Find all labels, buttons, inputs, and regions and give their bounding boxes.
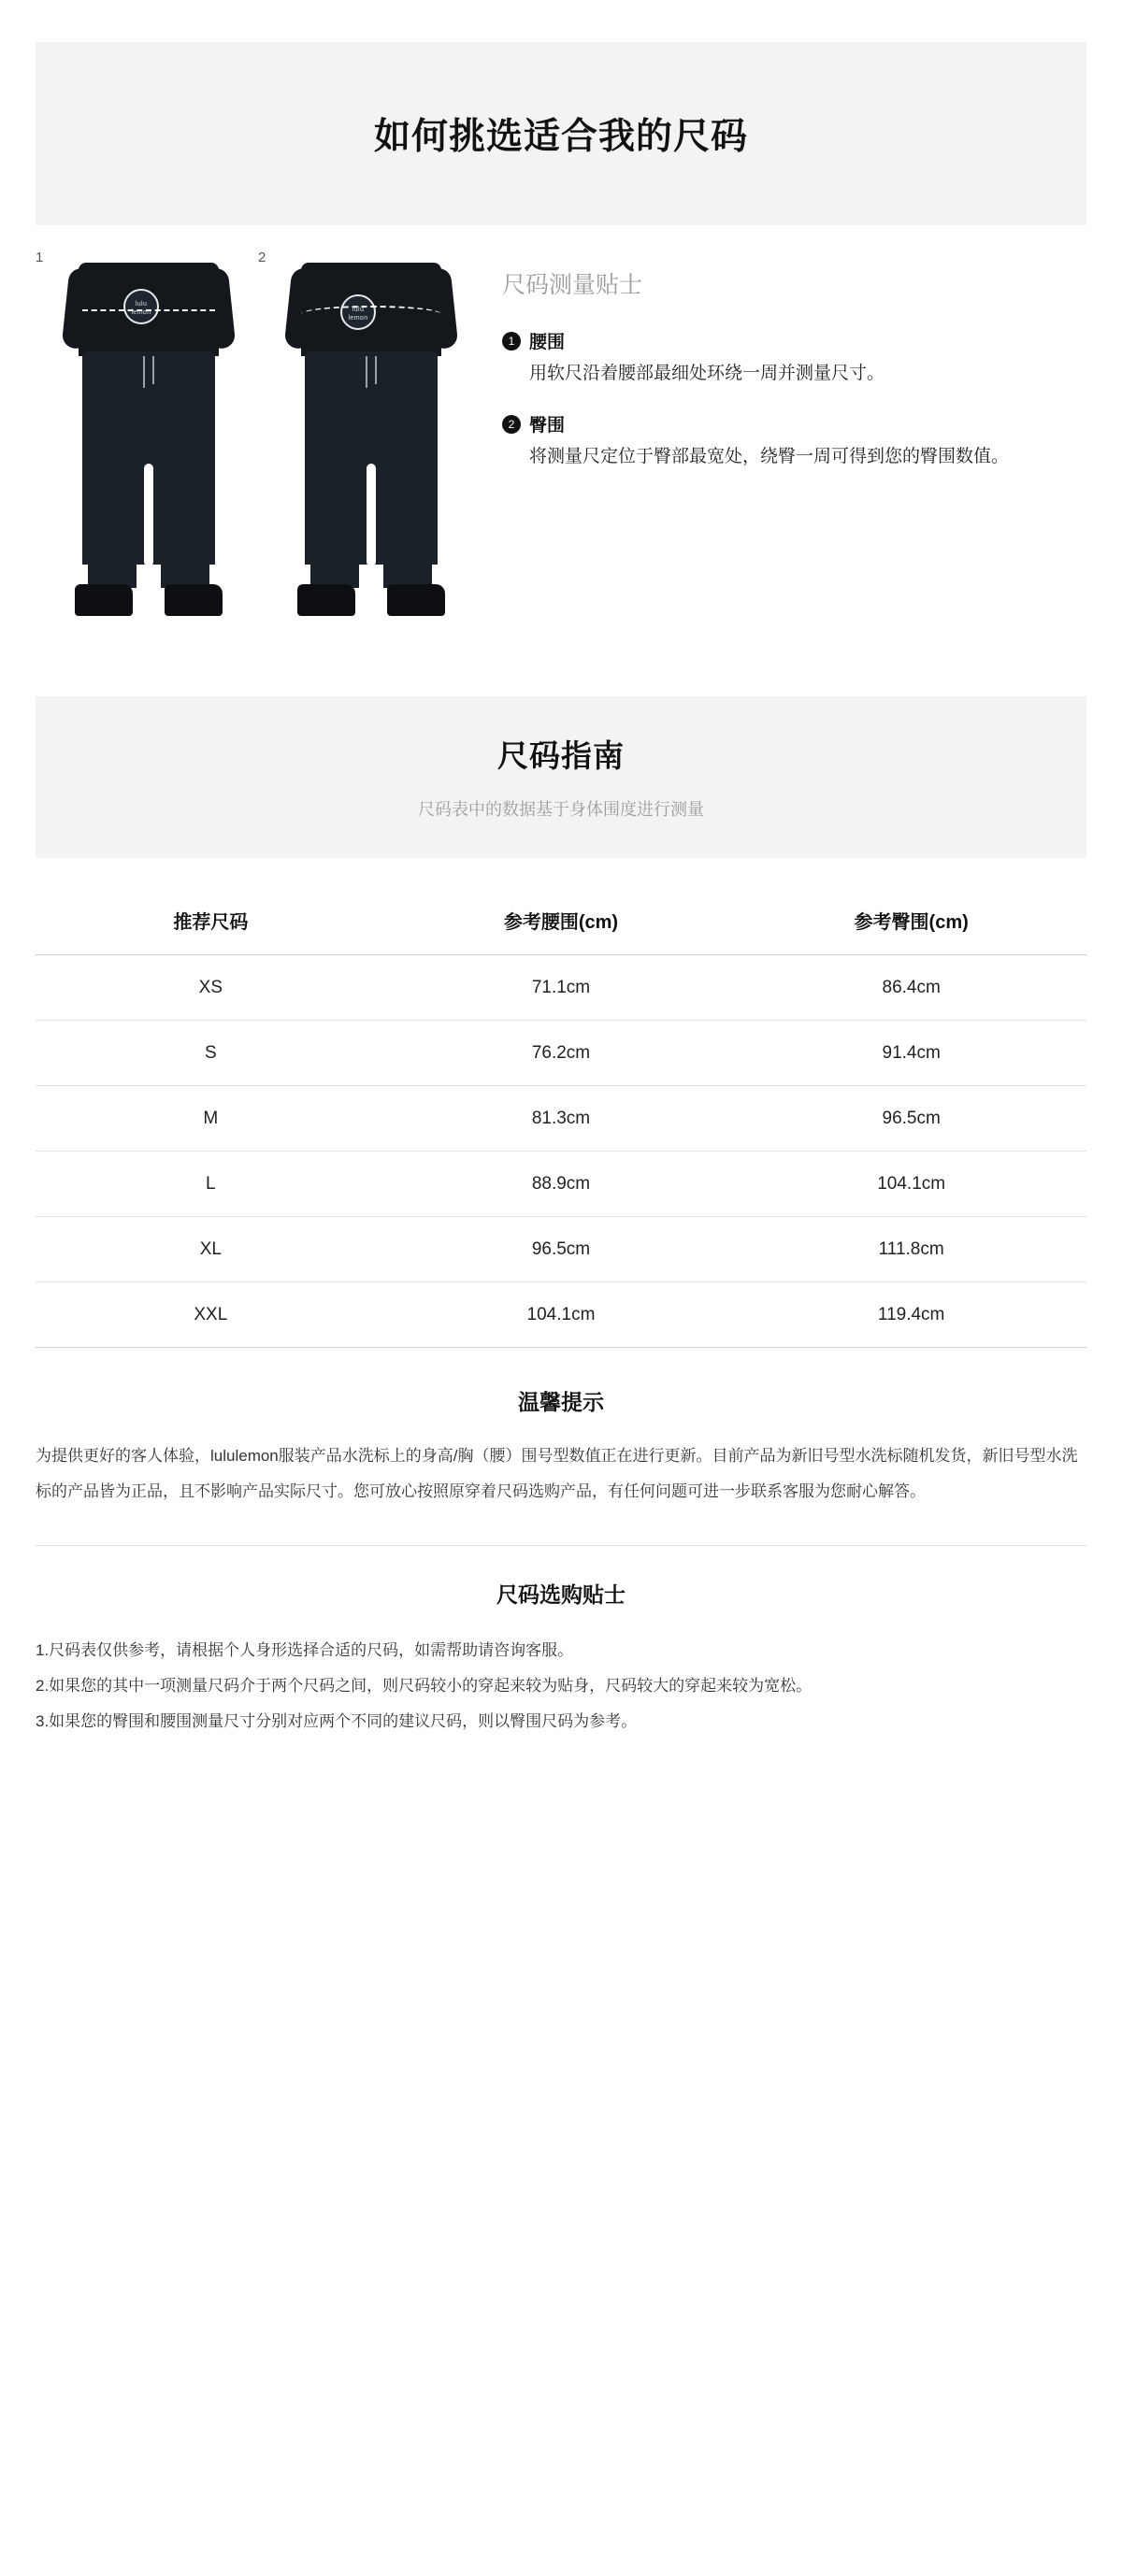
page-title: 如何挑选适合我的尺码 xyxy=(373,117,748,157)
table-row xyxy=(36,1152,1086,1217)
cell-waist: 88.9cm xyxy=(386,1152,737,1217)
tip-title: 腰围 xyxy=(529,333,566,352)
cell-size: XS xyxy=(36,955,386,1021)
leg-gap xyxy=(367,464,376,566)
measurement-tips-section xyxy=(36,250,1086,642)
size-table-wrapper xyxy=(36,894,1086,1348)
tip-description: 用软尺沿着腰部最细处环绕一周并测量尺寸。 xyxy=(529,364,885,383)
numbered-dot-icon: 1 xyxy=(502,332,521,351)
tip-item-waist xyxy=(502,328,1086,389)
notice-title: 温馨提示 xyxy=(518,1390,604,1414)
cell-waist: 104.1cm xyxy=(386,1282,737,1348)
cell-size: XXL xyxy=(36,1282,386,1348)
waist-measure-line xyxy=(82,309,215,311)
drawstring-left xyxy=(143,356,145,388)
table-row xyxy=(36,1086,1086,1152)
notice-section xyxy=(36,1385,1086,1510)
cell-waist: 81.3cm xyxy=(386,1086,737,1152)
cell-hip: 111.8cm xyxy=(736,1217,1086,1282)
figure-waist xyxy=(36,250,249,642)
table-row xyxy=(36,1021,1086,1086)
leg-left xyxy=(310,543,359,588)
size-table xyxy=(36,894,1086,1348)
drawstring-left xyxy=(366,356,367,388)
cell-size: XL xyxy=(36,1217,386,1282)
size-guide-band xyxy=(36,696,1086,858)
cell-size: L xyxy=(36,1152,386,1217)
column-header-waist: 参考腰围(cm) xyxy=(386,894,737,955)
cell-hip: 96.5cm xyxy=(736,1086,1086,1152)
shopping-tip-line: 3.如果您的臀围和腰围测量尺寸分别对应两个不同的建议尺码，则以臀围尺码为参考。 xyxy=(36,1712,638,1730)
hero-band xyxy=(36,42,1086,225)
column-header-size: 推荐尺码 xyxy=(36,894,386,955)
cell-waist: 71.1cm xyxy=(386,955,737,1021)
cell-waist: 76.2cm xyxy=(386,1021,737,1086)
leg-gap xyxy=(144,464,153,566)
tips-heading: 尺码测量贴士 xyxy=(502,272,643,298)
size-guide-title: 尺码指南 xyxy=(497,738,625,773)
pants-shape xyxy=(305,351,438,565)
leg-right xyxy=(383,543,432,588)
section-divider xyxy=(36,1545,1086,1546)
shoe-left xyxy=(297,584,355,616)
size-table-head xyxy=(36,894,1086,955)
leg-left xyxy=(88,543,137,588)
table-row xyxy=(36,955,1086,1021)
tips-text-column xyxy=(489,250,1086,494)
size-guide-subtitle: 尺码表中的数据基于身体围度进行测量 xyxy=(418,800,704,819)
figure-number: 2 xyxy=(258,250,266,265)
shopping-tips-title: 尺码选购贴士 xyxy=(496,1582,626,1607)
cell-waist: 96.5cm xyxy=(386,1217,737,1282)
shopping-tip-line: 1.尺码表仅供参考，请根据个人身形选择合适的尺码，如需帮助请咨询客服。 xyxy=(36,1641,574,1659)
shoe-right xyxy=(165,584,223,616)
tip-title: 臀围 xyxy=(529,416,566,436)
shoe-left xyxy=(75,584,133,616)
size-guide-page xyxy=(0,42,1122,2576)
cell-hip: 104.1cm xyxy=(736,1152,1086,1217)
shopping-tips-section xyxy=(36,1578,1086,1796)
cell-size: M xyxy=(36,1086,386,1152)
pants-shape xyxy=(82,351,215,565)
person-illustration-hip xyxy=(273,263,469,637)
column-header-hip: 参考臀围(cm) xyxy=(736,894,1086,955)
hip-measure-line xyxy=(301,306,441,322)
drawstring-right xyxy=(375,356,377,384)
cell-hip: 86.4cm xyxy=(736,955,1086,1021)
figure-number: 1 xyxy=(36,250,44,265)
figure-gallery xyxy=(36,250,489,642)
tip-heading-row xyxy=(502,411,1086,436)
drawstring-right xyxy=(152,356,154,384)
shoe-right xyxy=(387,584,445,616)
numbered-dot-icon: 2 xyxy=(502,415,521,434)
tip-description: 将测量尺定位于臀部最宽处，绕臀一周可得到您的臀围数值。 xyxy=(529,447,1010,466)
tip-item-hip xyxy=(502,411,1086,472)
cell-size: S xyxy=(36,1021,386,1086)
figure-hip xyxy=(258,250,471,642)
leg-right xyxy=(161,543,209,588)
shopping-tip-line: 2.如果您的其中一项测量尺码介于两个尺码之间，则尺码较小的穿起来较为贴身，尺码较大的穿起来较为宽松。 xyxy=(36,1677,813,1695)
cell-hip: 91.4cm xyxy=(736,1021,1086,1086)
size-table-body xyxy=(36,955,1086,1348)
tip-heading-row xyxy=(502,328,1086,353)
person-illustration-waist xyxy=(50,263,247,637)
table-row xyxy=(36,1217,1086,1282)
brand-badge-icon: lulu lemon xyxy=(123,289,159,324)
brand-badge-icon: lulu lemon xyxy=(340,294,376,330)
table-row xyxy=(36,1282,1086,1348)
cell-hip: 119.4cm xyxy=(736,1282,1086,1348)
notice-body: 为提供更好的客人体验，lululemon服装产品水洗标上的身高/胸（腰）围号型数值正在进行更新。目前产品为新旧号型水洗标随机发货，新旧号型水洗标的产品皆为正品，且不影响产品实际尺寸。您可放心按照原穿着尺码选购产品，有任何问题可进一步联系客服为您耐心解答。 xyxy=(36,1447,1078,1500)
table-header-row xyxy=(36,894,1086,955)
